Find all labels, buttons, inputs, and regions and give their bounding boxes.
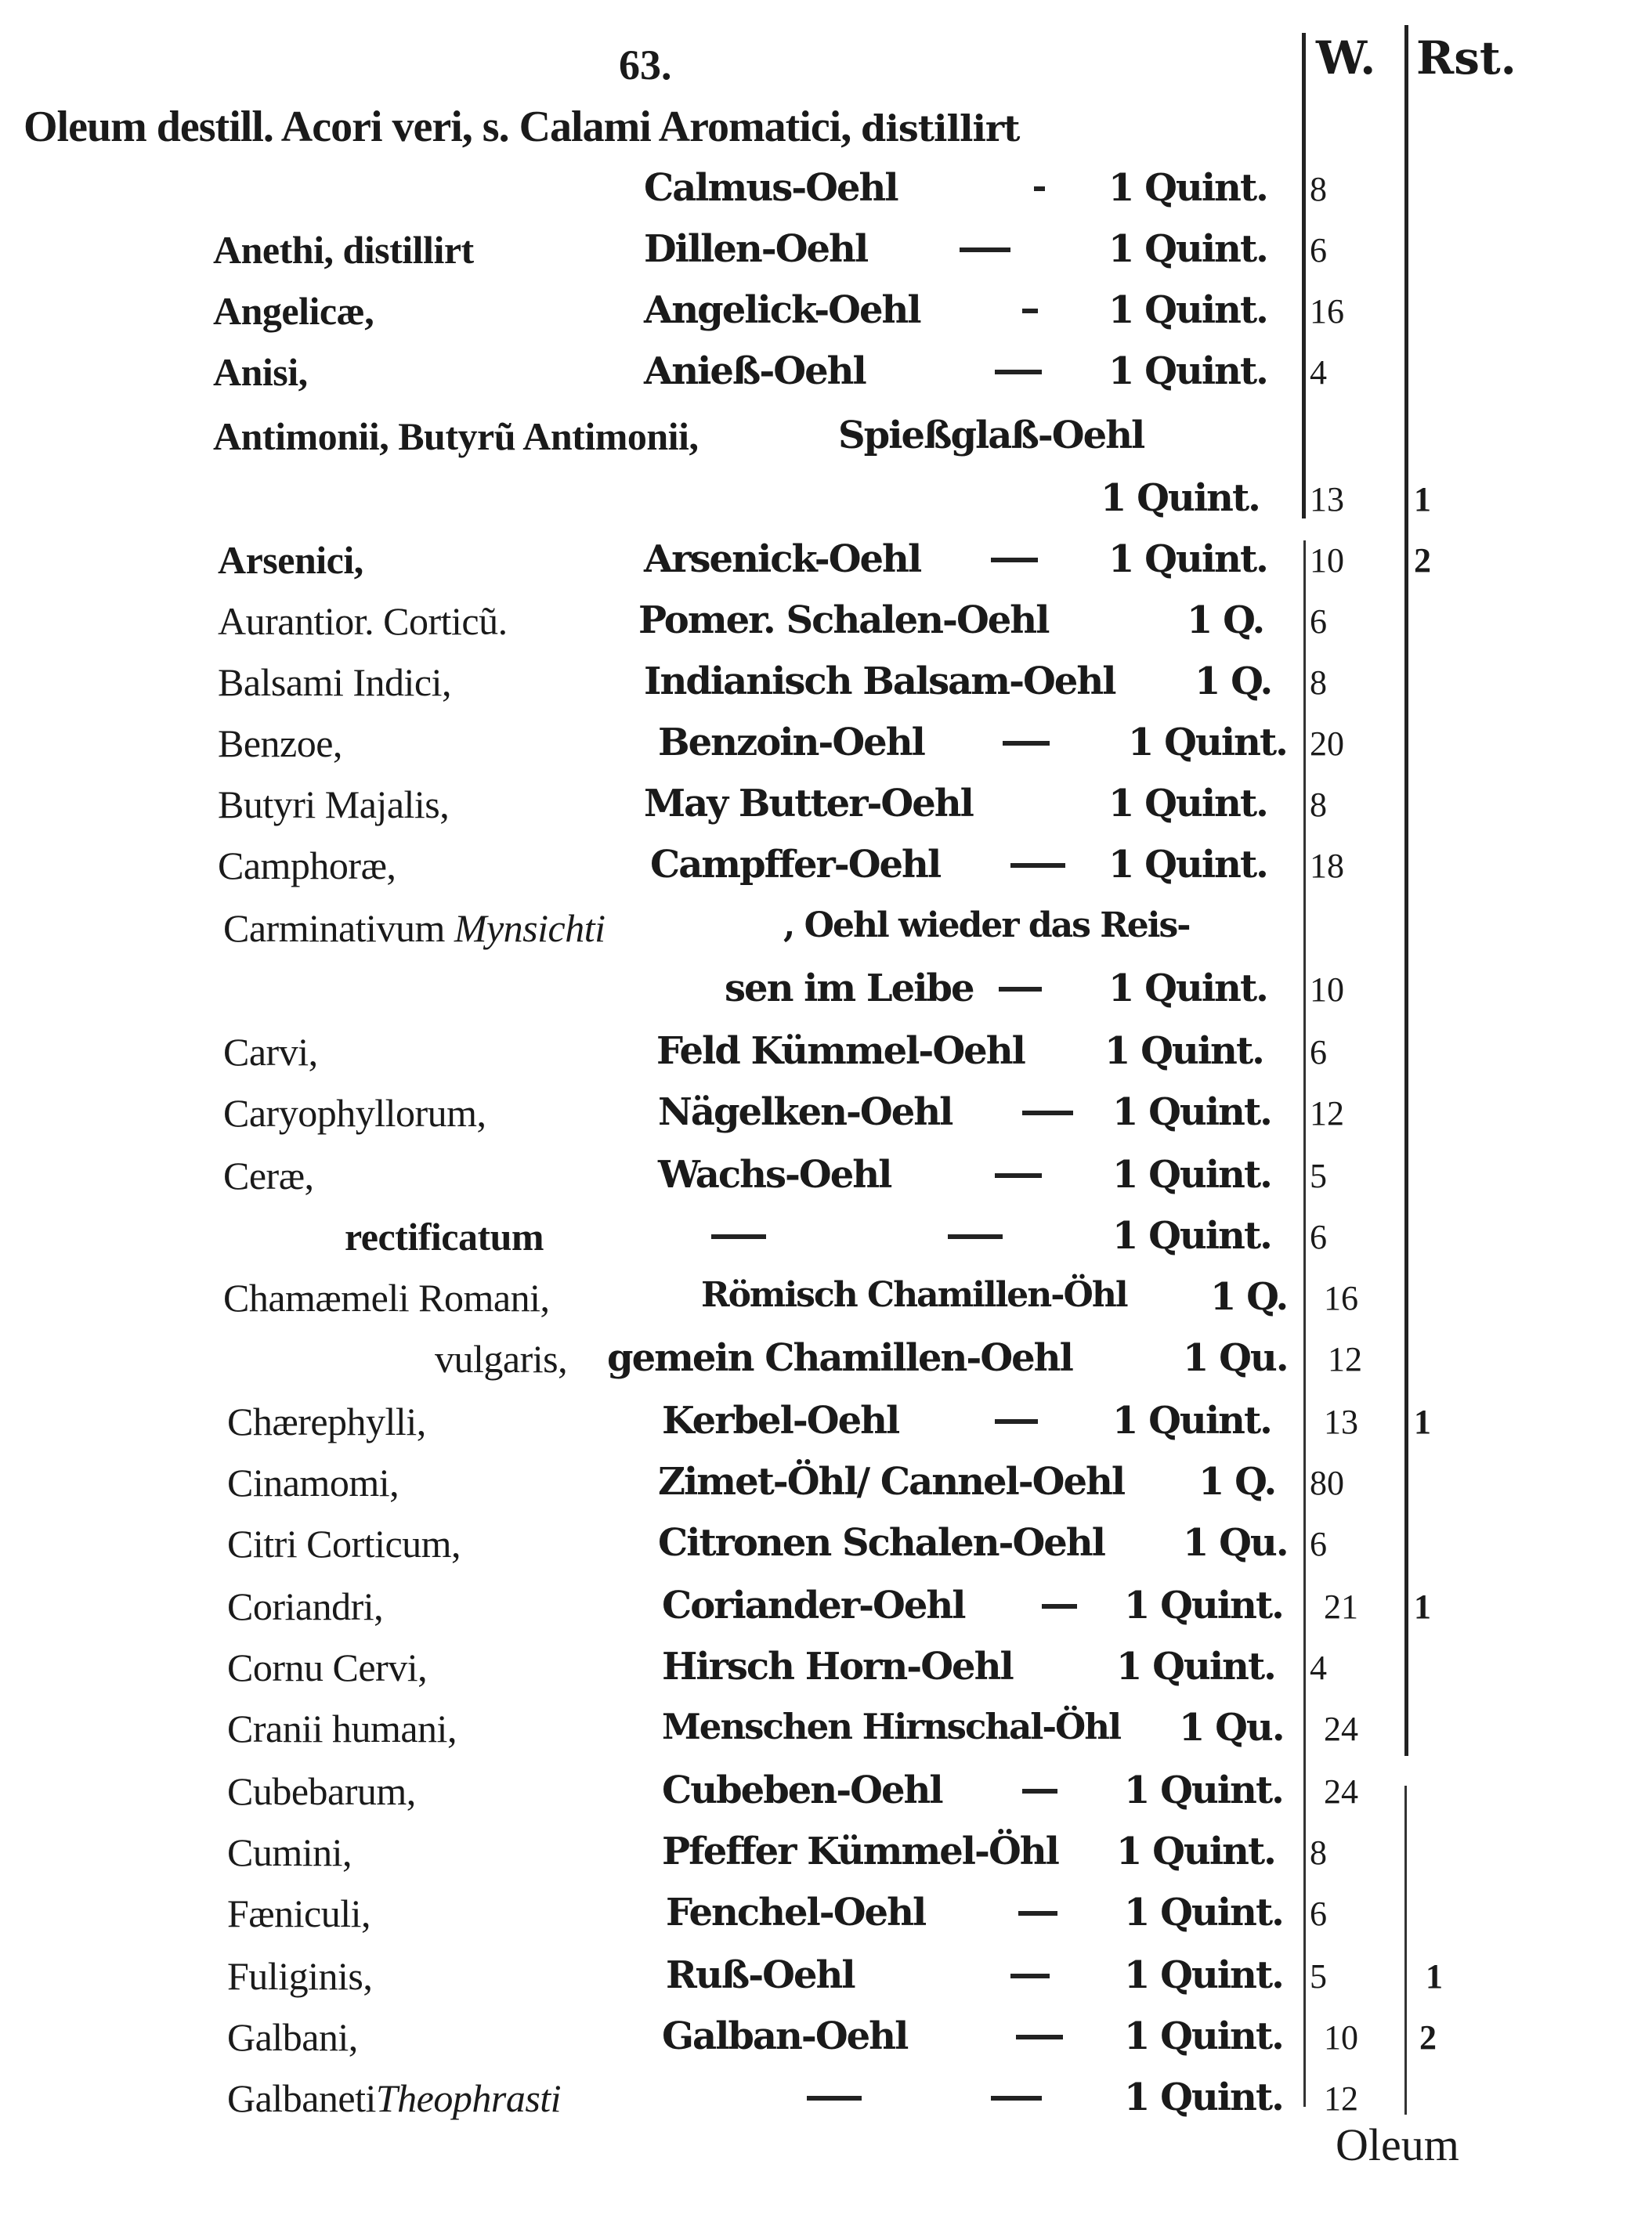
entry-quantity: 1 Quint. <box>1124 2075 1283 2119</box>
entry-german: Fenchel-Oehl <box>666 1891 926 1935</box>
entry-latin <box>223 905 605 951</box>
entry-row <box>0 166 1652 229</box>
entry-row <box>0 227 1652 290</box>
entry-german: , Oehl wieder das Reis- <box>783 905 1190 945</box>
entry-price-w: 6 <box>1310 1895 1327 1933</box>
entry-german: Arsenick-Oehl <box>644 537 921 581</box>
entry-price-w: 4 <box>1310 1649 1327 1687</box>
entry-german: Indianisch Balsam-Oehl <box>644 659 1115 703</box>
entry-quantity: 1 Quint. <box>1124 1953 1283 1997</box>
dash-rule <box>1022 1789 1057 1794</box>
entry-price-w: 8 <box>1310 1833 1327 1872</box>
entry-row <box>0 414 1652 476</box>
entry-price-rst: 2 <box>1419 2018 1437 2057</box>
entry-latin: Anethi, distillirt <box>213 228 474 272</box>
entry-latin: rectificatum <box>345 1215 544 1259</box>
entry-quantity: 1 Quint. <box>1108 782 1267 825</box>
entry-latin <box>227 2075 561 2121</box>
entry-price-w: 5 <box>1310 1157 1327 1195</box>
entry-latin: Carvi, <box>223 1030 318 1074</box>
dash-rule <box>1010 1974 1050 1978</box>
dash-rule <box>999 987 1042 992</box>
entry-quantity: 1 Quint. <box>1108 288 1267 332</box>
entry-latin: Cranii humani, <box>227 1707 457 1750</box>
entry-row <box>0 1953 1652 2016</box>
entry-german: Angelick-Oehl <box>644 288 920 332</box>
entry-quantity: 1 Quint. <box>1108 166 1267 210</box>
entry-german: Pfeffer Kümmel-Öhl <box>662 1830 1058 1873</box>
entry-german: Calmus-Oehl <box>644 166 898 210</box>
entry-row <box>0 782 1652 844</box>
entry-german: Citronen Schalen-Oehl <box>658 1521 1104 1565</box>
entry-latin: Cinamomi, <box>227 1461 399 1505</box>
entry-latin-italic: Mynsichti <box>454 906 605 950</box>
entry-latin: Fuliginis, <box>227 1954 373 1998</box>
entry-row <box>0 349 1652 412</box>
entry-latin-roman: Carminativum <box>223 906 445 950</box>
page-number: 63. <box>619 42 672 89</box>
entry-price-w: 13 <box>1310 480 1344 518</box>
column-header-rst: Rst. <box>1416 31 1516 85</box>
entry-row <box>0 905 1652 968</box>
entry-price-w: 16 <box>1324 1279 1358 1317</box>
entry-latin: vulgaris, <box>435 1337 568 1381</box>
entry-row <box>0 537 1652 600</box>
entry-latin: Camphoræ, <box>218 844 396 887</box>
dash-rule <box>1034 186 1045 191</box>
entry-quantity: 1 Q. <box>1195 659 1272 703</box>
entry-german: Zimet-Öhl/ Cannel-Oehl <box>658 1460 1125 1504</box>
entry-latin: Aurantior. Corticũ. <box>218 599 508 643</box>
entry-quantity: 1 Quint. <box>1112 1153 1271 1197</box>
entry-quantity: 1 Quint. <box>1124 1584 1283 1627</box>
entry-price-w: 16 <box>1310 292 1344 331</box>
entry-price-rst: 1 <box>1426 1957 1443 1996</box>
entry-price-w: 6 <box>1310 602 1327 641</box>
entry-quantity: 1 Quint. <box>1116 1645 1275 1689</box>
entry-quantity: 1 Quint. <box>1108 537 1267 581</box>
entry-quantity: 1 Q. <box>1210 1275 1288 1319</box>
entry-quantity: 1 Qu. <box>1183 1336 1288 1380</box>
entry-price-w: 12 <box>1328 1340 1362 1378</box>
entry-german: Römisch Chamillen-Öhl <box>701 1275 1127 1315</box>
column-header-w: W. <box>1316 31 1376 85</box>
entry-row <box>0 1153 1652 1216</box>
entry-price-w: 12 <box>1324 2079 1358 2118</box>
dash-rule <box>807 2096 862 2101</box>
dash-rule <box>995 1419 1038 1424</box>
entry-price-rst: 1 <box>1414 480 1431 518</box>
entry-row <box>0 598 1652 661</box>
entry-price-w: 24 <box>1324 1710 1358 1748</box>
entry-german: Pomer. Schalen-Oehl <box>638 598 1049 642</box>
entry-row <box>0 1214 1652 1277</box>
entry-price-w: 6 <box>1310 1525 1327 1563</box>
entry-quantity: 1 Quint. <box>1112 1399 1271 1443</box>
entry-row <box>0 288 1652 351</box>
entry-latin: Butyri Majalis, <box>218 782 450 826</box>
entry-german: Hirsch Horn-Oehl <box>662 1645 1013 1689</box>
entry-german: Kerbel-Oehl <box>662 1399 899 1443</box>
entry-quantity: 1 Quint. <box>1116 1830 1275 1873</box>
entry-quantity: 1 Qu. <box>1179 1706 1284 1750</box>
entry-price-w: 80 <box>1310 1464 1344 1502</box>
entry-latin: Cubebarum, <box>227 1769 416 1813</box>
entry-quantity: 1 Q. <box>1187 598 1264 642</box>
entry-row <box>0 1399 1652 1461</box>
entry-german: Campffer-Oehl <box>650 843 941 887</box>
entry-quantity: 1 Quint. <box>1108 227 1267 271</box>
entry-row <box>0 966 1652 1029</box>
entry-row <box>0 721 1652 783</box>
entry-quantity: 1 Quint. <box>1112 1214 1271 1258</box>
entry-german: Wachs-Oehl <box>658 1153 891 1197</box>
entry-latin: Chamæmeli Romani, <box>223 1276 550 1320</box>
entry-german: Dillen-Oehl <box>644 227 868 271</box>
dash-rule <box>948 1234 1003 1239</box>
dash-rule <box>711 1234 766 1239</box>
entry-quantity: 1 Quint. <box>1128 721 1287 764</box>
dash-rule <box>1010 863 1065 868</box>
entry-german: Anieß-Oehl <box>644 349 866 393</box>
entry-quantity: 1 Quint. <box>1124 2014 1283 2058</box>
entry-german: Spießglaß-Oehl <box>838 414 1144 457</box>
entry-price-w: 10 <box>1324 2018 1358 2057</box>
entry-latin: Citri Corticum, <box>227 1522 461 1566</box>
entry-german: May Butter-Oehl <box>644 782 973 825</box>
entry-german: Benzoin-Oehl <box>658 721 924 764</box>
dash-rule <box>1003 741 1050 746</box>
entry-row <box>0 1460 1652 1523</box>
entry-row <box>0 843 1652 905</box>
entry-row <box>0 1891 1652 1953</box>
section-heading <box>23 102 1019 152</box>
heading-latin: Oleum destill. Acori veri, s. Calami Aromatici, <box>23 103 851 151</box>
entry-latin: Antimonii, Butyrũ Antimonii, <box>213 414 699 458</box>
dash-rule <box>1016 2035 1063 2039</box>
entry-price-w: 5 <box>1310 1957 1327 1996</box>
dash-rule <box>991 558 1038 562</box>
entry-row <box>0 1090 1652 1153</box>
entry-german: Ruß-Oehl <box>666 1953 855 1997</box>
catchword: Oleum <box>1336 2119 1459 2170</box>
dash-rule <box>995 1173 1042 1178</box>
entry-price-w: 12 <box>1310 1094 1344 1133</box>
entry-latin: Benzoe, <box>218 721 342 765</box>
entry-row <box>0 1275 1652 1338</box>
entry-german: Galban-Oehl <box>662 2014 908 2058</box>
entry-price-w: 8 <box>1310 170 1327 208</box>
entry-german: Feld Kümmel-Oehl <box>656 1029 1025 1073</box>
heading-german-suffix: distillirt <box>861 107 1020 150</box>
entry-latin-roman: Galbaneti <box>227 2076 376 2120</box>
entry-german: Coriander-Oehl <box>662 1584 965 1627</box>
entry-price-w: 10 <box>1310 970 1344 1009</box>
entry-german: Menschen Hirnschal-Öhl <box>662 1706 1121 1747</box>
entry-latin: Angelicæ, <box>213 289 374 333</box>
entry-price-w: 21 <box>1324 1588 1358 1626</box>
dash-rule <box>1042 1604 1077 1609</box>
entry-price-w: 24 <box>1324 1772 1358 1811</box>
entry-row <box>0 1521 1652 1584</box>
entry-german: Cubeben-Oehl <box>662 1768 942 1812</box>
entry-quantity: 1 Quint. <box>1124 1768 1283 1812</box>
entry-latin: Ceræ, <box>223 1154 314 1198</box>
entry-german: gemein Chamillen-Oehl <box>607 1336 1072 1380</box>
entry-german: sen im Leibe <box>725 966 974 1010</box>
dash-rule <box>1018 1911 1057 1916</box>
entry-latin: Coriandri, <box>227 1584 384 1628</box>
entry-price-w: 6 <box>1310 1218 1327 1256</box>
entry-price-w: 8 <box>1310 663 1327 702</box>
entry-latin: Cornu Cervi, <box>227 1646 428 1689</box>
entry-latin: Cumini, <box>227 1830 352 1874</box>
entry-quantity: 1 Qu. <box>1183 1521 1288 1565</box>
entry-row <box>0 2014 1652 2077</box>
dash-rule <box>991 2096 1042 2101</box>
entry-row <box>0 659 1652 722</box>
entry-price-w: 6 <box>1310 1033 1327 1071</box>
entry-quantity: 1 Q. <box>1198 1460 1276 1504</box>
entry-row <box>0 1029 1652 1092</box>
entry-price-w: 6 <box>1310 231 1327 269</box>
dash-rule <box>995 370 1042 374</box>
entry-quantity: 1 Quint. <box>1124 1891 1283 1935</box>
entry-quantity: 1 Quint. <box>1112 1090 1271 1134</box>
entry-row <box>0 1830 1652 1892</box>
entry-row <box>0 1706 1652 1768</box>
dash-rule <box>1022 1111 1073 1115</box>
entry-row <box>0 476 1652 539</box>
entry-quantity: 1 Quint. <box>1108 966 1267 1010</box>
entry-quantity: 1 Quint. <box>1101 476 1260 520</box>
entry-latin: Balsami Indici, <box>218 660 451 704</box>
entry-latin: Arsenici, <box>218 538 363 582</box>
entry-quantity: 1 Quint. <box>1108 843 1267 887</box>
entry-row <box>0 1584 1652 1646</box>
entry-latin: Anisi, <box>213 350 308 394</box>
entry-price-w: 4 <box>1310 353 1327 392</box>
entry-price-rst: 1 <box>1414 1403 1431 1441</box>
entry-price-w: 20 <box>1310 724 1344 763</box>
entry-latin: Galbani, <box>227 2015 358 2059</box>
entry-quantity: 1 Quint. <box>1108 349 1267 393</box>
entry-row <box>0 1768 1652 1831</box>
entry-latin: Caryophyllorum, <box>223 1091 486 1135</box>
entry-price-w: 8 <box>1310 786 1327 824</box>
entry-german: Nägelken-Oehl <box>658 1090 953 1134</box>
entry-price-w: 10 <box>1310 541 1344 580</box>
dash-rule <box>1022 309 1038 313</box>
entry-price-rst: 1 <box>1414 1588 1431 1626</box>
entry-row <box>0 1645 1652 1707</box>
entry-latin: Fæniculi, <box>227 1891 371 1935</box>
entry-price-w: 18 <box>1310 847 1344 885</box>
entry-row <box>0 1336 1652 1399</box>
entry-latin: Chærephylli, <box>227 1400 426 1443</box>
entry-price-w: 13 <box>1324 1403 1358 1441</box>
entry-latin-italic: Theophrasti <box>375 2076 562 2120</box>
entry-price-rst: 2 <box>1414 541 1431 580</box>
entry-quantity: 1 Quint. <box>1104 1029 1263 1073</box>
dash-rule <box>960 247 1010 252</box>
